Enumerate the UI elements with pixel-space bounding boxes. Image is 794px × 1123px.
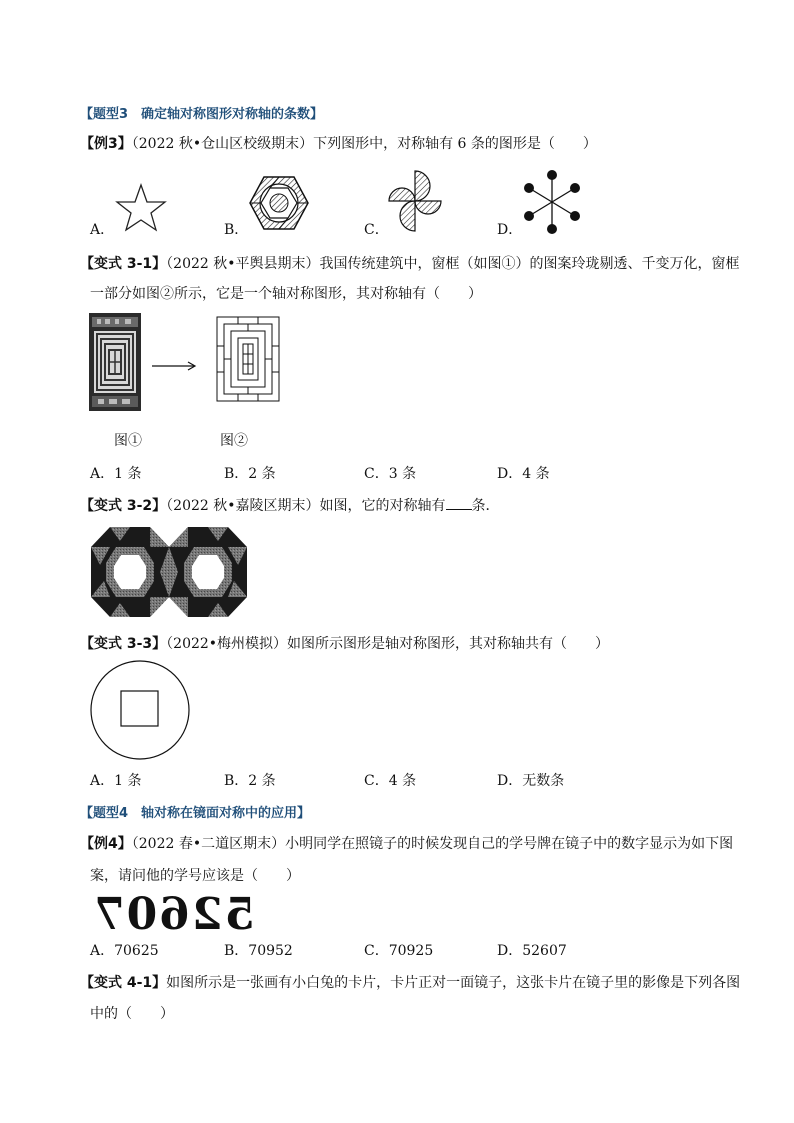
variant-3-2-suffix: 条． (471, 498, 500, 514)
figure-1-caption: 图① (114, 433, 142, 449)
section-title-3: 【题型3 确定轴对称图形对称轴的条数】 (80, 107, 324, 122)
arrow-icon (150, 360, 198, 372)
variant-4-1-label: 【变式 4-1】 (80, 975, 167, 991)
variant-3-1-line2: 一部分如图②所示，它是一个轴对称图形，其对称轴有（ ） (90, 286, 482, 302)
section-title-4: 【题型4 轴对称在镜面对称中的应用】 (80, 806, 311, 821)
ex3-option-a: A． (90, 222, 115, 238)
variant-3-1-label: 【变式 3-1】 (80, 256, 167, 272)
variant-3-3-text: （2022•梅州模拟）如图所示图形是轴对称图形，其对称轴共有（ ） (166, 636, 610, 652)
ex3-option-c: C． (364, 222, 389, 238)
v33-option-c: C．4 条 (364, 773, 417, 789)
v33-option-a: A．1 条 (90, 773, 142, 789)
variant-4-1-line1 (80, 972, 740, 992)
example-4-line2: 案，请问他的学号应该是（ ） (90, 868, 300, 884)
variant-3-2-label: 【变式 3-2】 (80, 498, 167, 514)
mirrored-number: 52607 (92, 889, 256, 940)
answer-blank (446, 497, 472, 510)
double-octagon-figure (90, 525, 248, 619)
window-frame-figure (216, 316, 280, 402)
hexagon-figure (248, 174, 310, 232)
example-3-text: （2022 秋•仓山区校级期末）下列图形中，对称轴有 6 条的图形是（ ） (131, 136, 597, 152)
window-photo-figure (89, 313, 141, 411)
ex3-option-d: D． (497, 222, 523, 238)
ex4-option-d: D．52607 (497, 943, 567, 959)
variant-3-3-label: 【变式 3-3】 (80, 636, 167, 652)
variant-3-3-question (80, 633, 609, 653)
example-3-label: 【例3】 (80, 136, 132, 152)
example-3-question (80, 133, 597, 153)
variant-3-2-text: （2022 秋•嘉陵区期末）如图，它的对称轴有 (166, 498, 446, 514)
example-4-line1 (80, 833, 733, 853)
figure-2-caption: 图② (220, 433, 248, 449)
variant-3-1-line1 (80, 253, 740, 273)
v33-option-b: B．2 条 (224, 773, 276, 789)
dots-figure (518, 170, 586, 234)
ex4-option-c: C．70925 (364, 943, 434, 959)
v31-option-d: D．4 条 (497, 466, 550, 482)
ex4-option-a: A．70625 (90, 943, 159, 959)
star-figure (114, 183, 168, 233)
coin-figure (88, 659, 192, 761)
example-4-text1: （2022 春•二道区期末）小明同学在照镜子的时候发现自己的学号牌在镜子中的数字显示为如下图 (131, 836, 734, 852)
variant-3-1-text1: （2022 秋•平舆县期末）我国传统建筑中，窗框（如图①）的图案玲珑剔透、千变万化，窗框 (166, 256, 740, 272)
variant-4-1-line2: 中的（ ） (90, 1006, 174, 1022)
ex3-option-b: B． (224, 222, 249, 238)
v31-option-b: B．2 条 (224, 466, 276, 482)
v31-option-a: A．1 条 (90, 466, 142, 482)
variant-3-2-question (80, 495, 500, 515)
example-4-label: 【例4】 (80, 836, 132, 852)
v33-option-d: D．无数条 (497, 773, 565, 789)
ex4-option-b: B．70952 (224, 943, 293, 959)
variant-4-1-text1: 如图所示是一张画有小白兔的卡片，卡片正对一面镜子，这张卡片在镜子里的影像是下列各图 (166, 975, 741, 991)
pinwheel-figure (387, 167, 443, 235)
v31-option-c: C．3 条 (364, 466, 417, 482)
